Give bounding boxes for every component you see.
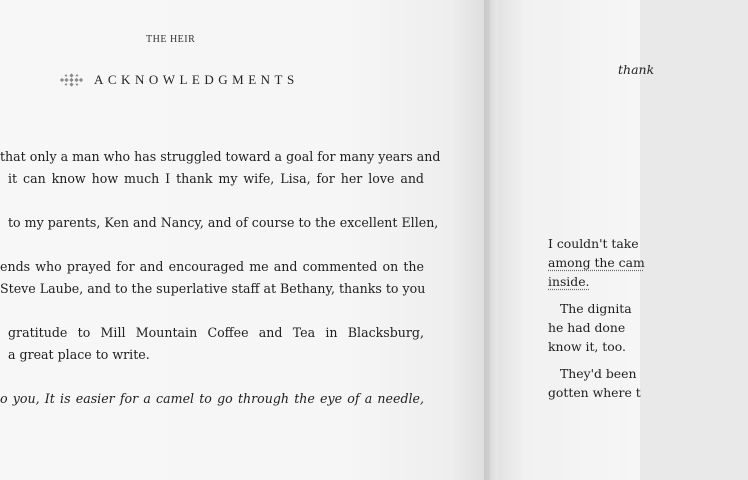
paragraph xyxy=(548,234,748,291)
text-line: know it, too. xyxy=(548,339,626,354)
text-line: that only a man who has struggled toward a goal for many years and xyxy=(0,149,441,164)
text-line: he had done xyxy=(548,320,626,335)
highlighted-text-line[interactable]: among the cam xyxy=(548,255,645,270)
right-page-body xyxy=(548,234,748,410)
text-line: gotten where t xyxy=(548,385,641,400)
paragraph xyxy=(0,388,424,410)
text-line: I couldn't take xyxy=(548,236,639,251)
text-line: a great place to write. xyxy=(8,347,150,362)
text-line: Steve Laube, and to the superlative staff at Bethany, thanks to you xyxy=(0,281,426,296)
text-line: to my parents, Ken and Nancy, and of course to the excellent Ellen, xyxy=(8,215,439,230)
text-line: They'd been xyxy=(560,366,637,381)
paragraph xyxy=(548,364,748,402)
chapter-heading xyxy=(60,72,299,88)
text-line: o you, It is easier for a camel to go through the eye of a needle, xyxy=(0,391,424,406)
paragraph xyxy=(548,299,748,356)
chapter-title: ACKNOWLEDGMENTS xyxy=(94,72,299,87)
text-line: ends who prayed for and encouraged me and commented on the xyxy=(0,259,424,274)
paragraph xyxy=(0,146,441,190)
diamond-ornament-icon xyxy=(60,73,84,87)
highlighted-text-line[interactable]: inside. xyxy=(548,274,590,289)
chapter-body xyxy=(0,146,441,432)
right-page-title: thank xyxy=(618,62,655,77)
text-line: it can know how much I thank my wife, Lisa, for her love and xyxy=(8,171,424,186)
running-head: THE HEIR xyxy=(146,34,196,45)
text-line: gratitude to Mill Mountain Coffee and Tea in Blacksburg, xyxy=(8,325,424,340)
paragraph xyxy=(0,256,424,300)
paragraph xyxy=(0,212,439,234)
paragraph xyxy=(0,322,424,366)
text-line: The dignita xyxy=(560,301,632,316)
right-page[interactable] xyxy=(500,0,655,480)
